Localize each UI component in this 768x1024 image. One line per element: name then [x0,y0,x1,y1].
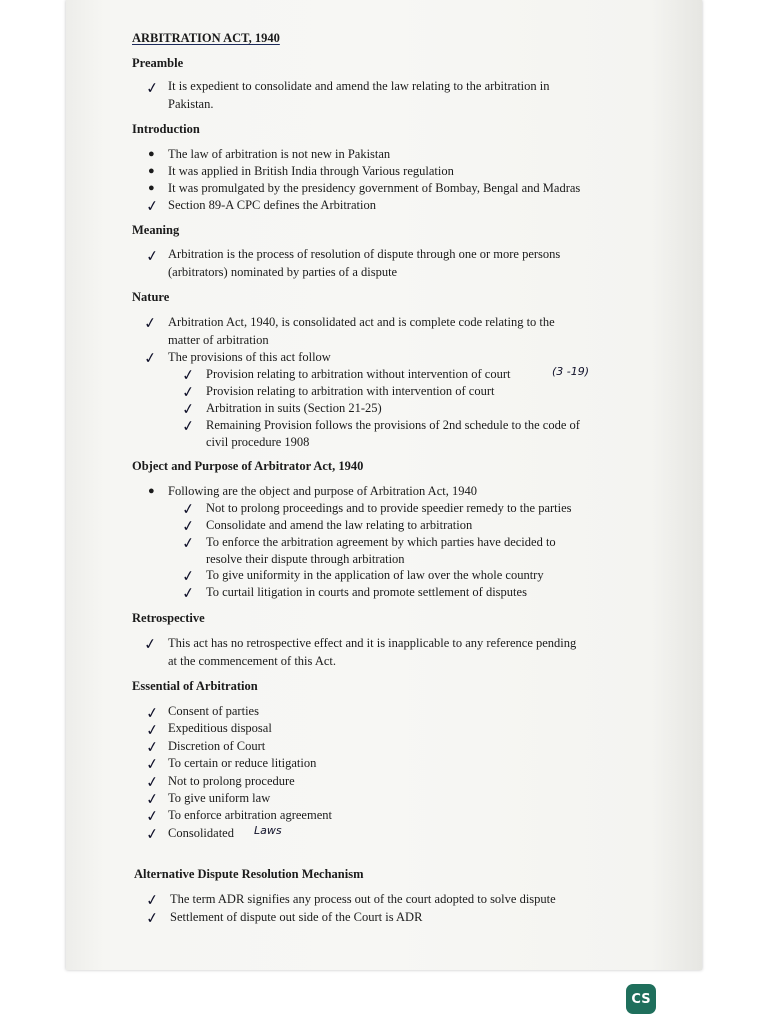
heading-preamble: Preamble [132,56,184,70]
heading-retrospective: Retrospective [132,611,205,625]
list-item: Section 89-A CPC defines the Arbitration [168,198,376,212]
nature-line: Arbitration Act, 1940, is consolidated act and is complete code relating to the [168,315,555,329]
check-mark-icon: ✓ [144,703,160,723]
list-item: Consolidated [168,826,234,840]
document-title: ARBITRATION ACT, 1940 [132,31,280,45]
list-item: Expeditious disposal [168,721,272,735]
check-mark-icon: ✓ [142,313,158,333]
meaning-line: (arbitrators) nominated by parties of a dispute [168,265,398,279]
check-mark-icon: ✓ [180,382,196,402]
check-mark-icon: ✓ [180,566,196,586]
sub-item: To give uniformity in the application of law over the whole country [206,568,544,582]
preamble-line: Pakistan. [168,97,214,111]
check-mark-icon: ✓ [180,365,196,385]
list-item: It was promulgated by the presidency government of Bombay, Bengal and Madras [168,181,581,195]
sub-item: resolve their dispute through arbitration [206,552,405,566]
meaning-line: Arbitration is the process of resolution of dispute through one or more persons [168,247,561,261]
list-item: Not to prolong procedure [168,774,295,788]
sub-item: Provision relating to arbitration without intervention of court [206,367,511,381]
heading-essential: Essential of Arbitration [132,679,258,693]
bullet-icon: ● [148,182,155,194]
check-mark-icon: ✓ [144,908,160,928]
check-mark-icon: ✓ [144,78,160,98]
check-mark-icon: ✓ [142,348,158,368]
check-mark-icon: ✓ [144,824,160,844]
heading-object: Object and Purpose of Arbitrator Act, 1940 [132,459,364,473]
retrospective-line: at the commencement of this Act. [168,654,337,668]
check-mark-icon: ✓ [180,416,196,436]
check-mark-icon: ✓ [180,533,196,553]
handwritten-note: Laws [254,824,282,837]
list-item: To certain or reduce litigation [168,756,317,770]
sub-item: civil procedure 1908 [206,435,310,449]
list-item: The law of arbitration is not new in Pakistan [168,147,391,161]
heading-introduction: Introduction [132,122,200,136]
check-mark-icon: ✓ [144,246,160,266]
list-item: It was applied in British India through Various regulation [168,164,454,178]
object-intro: Following are the object and purpose of Arbitration Act, 1940 [168,484,477,498]
list-item: To give uniform law [168,791,271,805]
check-mark-icon: ✓ [144,720,160,740]
check-mark-icon: ✓ [144,196,160,216]
scanned-page [66,0,702,970]
list-item: Settlement of dispute out side of the Court is ADR [170,910,423,924]
check-mark-icon: ✓ [180,583,196,603]
check-mark-icon: ✓ [144,789,160,809]
heading-meaning: Meaning [132,223,180,237]
heading-adr: Alternative Dispute Resolution Mechanism [134,867,364,881]
check-mark-icon: ✓ [144,890,160,910]
check-mark-icon: ✓ [144,772,160,792]
retrospective-line: This act has no retrospective effect and it is inapplicable to any reference pending [168,636,577,650]
heading-nature: Nature [132,290,170,304]
check-mark-icon: ✓ [180,399,196,419]
check-mark-icon: ✓ [180,499,196,519]
check-mark-icon: ✓ [142,634,158,654]
nature-line: matter of arbitration [168,333,269,347]
check-mark-icon: ✓ [180,516,196,536]
sub-item: Remaining Provision follows the provisions of 2nd schedule to the code of [206,418,580,432]
sub-item: Consolidate and amend the law relating to arbitration [206,518,473,532]
preamble-line: It is expedient to consolidate and amend the law relating to the arbitration in [168,79,550,93]
handwritten-note: (3 -19) [552,365,590,378]
sub-item: Not to prolong proceedings and to provide speedier remedy to the parties [206,501,572,515]
list-item: Discretion of Court [168,739,266,753]
list-item: The term ADR signifies any process out of the court adopted to solve dispute [170,892,556,906]
bullet-icon: ● [148,165,155,177]
bullet-icon: ● [148,148,155,160]
bullet-icon: ● [148,485,155,497]
check-mark-icon: ✓ [144,737,160,757]
list-item: Consent of parties [168,704,259,718]
check-mark-icon: ✓ [144,806,160,826]
sub-item: Arbitration in suits (Section 21-25) [206,401,382,415]
nature-follow: The provisions of this act follow [168,350,331,364]
sub-item: To enforce the arbitration agreement by which parties have decided to [206,535,556,549]
sub-item: To curtail litigation in courts and promote settlement of disputes [206,585,527,599]
list-item: To enforce arbitration agreement [168,808,332,822]
sub-item: Provision relating to arbitration with intervention of court [206,384,495,398]
check-mark-icon: ✓ [144,754,160,774]
camscanner-logo-icon: CS [626,984,656,1014]
